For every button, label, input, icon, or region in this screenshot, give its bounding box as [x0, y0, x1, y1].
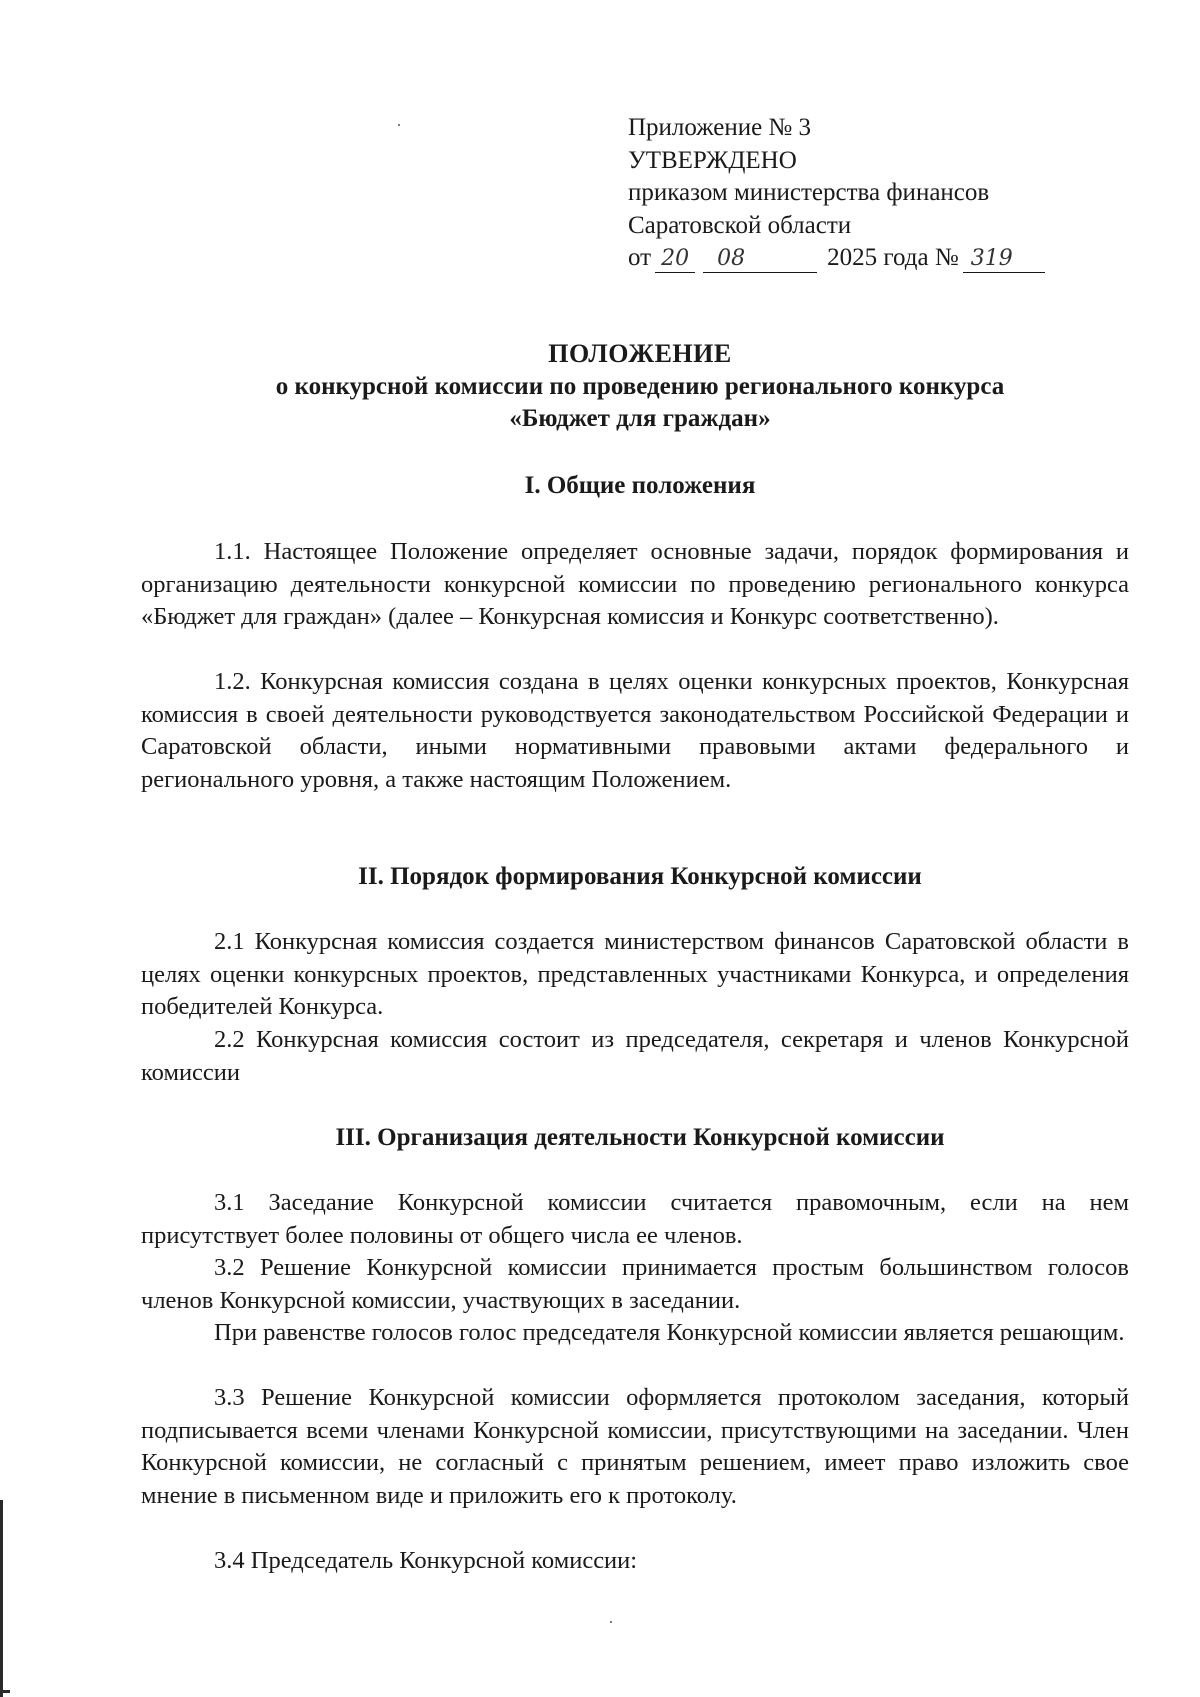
approved-region-line: Саратовской области [628, 211, 852, 239]
handwritten-month: 08 [703, 246, 817, 273]
paragraph-1-1: 1.1. Настоящее Положение определяет основные задачи, порядок формирования и организацию деятельности конкурсной комиссии по проведению регионального конкурса «Бюджет для граждан» (далее – Конкурсная комиссия и Конкурс соответственно). [141, 538, 1129, 630]
paragraph-3-1: 3.1 Заседание Конкурсной комиссии считается правомочным, если на нем присутствует более половины от общего числа ее членов. [141, 1189, 1129, 1249]
order-date-prefix: от [628, 244, 652, 271]
approved-stamp-text: УТВЕРЖДЕНО [628, 146, 797, 174]
paragraph-3-2-note: При равенстве голосов голос председателя Конкурсной комиссии является решающим. [214, 1319, 1125, 1346]
section-heading-2: II. Порядок формирования Конкурсной комиссии [358, 863, 922, 890]
paragraph-1-2: 1.2. Конкурсная комиссия создана в целях оценки конкурсных проектов, Конкурсная комиссия в своей деятельности руководствуется законодательством Российской Федерации и Саратовской области, иными нормативными правовыми актами федерального и регионального уровня, а также настоящим Положением. [141, 668, 1129, 793]
document-title [140, 338, 1140, 436]
title-subtitle-2: «Бюджет для граждан» [509, 405, 771, 432]
approval-block [628, 112, 1088, 275]
scan-speck [398, 124, 400, 126]
paragraph-2-1: 2.1 Конкурсная комиссия создается министерством финансов Саратовской области в целях оценки конкурсных проектов, представленных участниками Конкурса, и определения победителей Конкурса. [141, 928, 1129, 1020]
title-main: ПОЛОЖЕНИЕ [548, 339, 732, 368]
paragraph-3-4: 3.4 Председатель Конкурсной комиссии: [214, 1547, 638, 1574]
scan-edge-corner [0, 1690, 10, 1693]
paragraph-2-2: 2.2 Конкурсная комиссия состоит из председателя, секретаря и членов Конкурсной комиссии [141, 1026, 1129, 1086]
scan-speck [610, 1621, 612, 1623]
section-heading-1: I. Общие положения [524, 472, 756, 499]
order-date-line [628, 242, 1088, 275]
approved-by-line: приказом министерства финансов [628, 179, 990, 206]
handwritten-day: 20 [655, 246, 695, 273]
order-year-text: 2025 года № [827, 244, 959, 271]
section-heading-3: III. Организация деятельности Конкурсной комиссии [335, 1124, 945, 1151]
paragraph-3-2: 3.2 Решение Конкурсной комиссии принимается простым большинством голосов членов Конкурсной комиссии, участвующих в заседании. [141, 1254, 1129, 1314]
paragraph-3-3: 3.3 Решение Конкурсной комиссии оформляется протоколом заседания, который подписывается всеми членами Конкурсной комиссии, присутствующими на заседании. Член Конкурсной комиссии, не согласный с принятым решением, имеет право изложить свое мнение в письменном виде и приложить его к протоколу. [141, 1384, 1129, 1509]
scan-edge-line [0, 1500, 3, 1697]
title-subtitle-1: о конкурсной комиссии по проведению регионального конкурса [275, 372, 1005, 400]
handwritten-order-number: 319 [963, 246, 1045, 273]
appendix-number: Приложение № 3 [628, 114, 812, 141]
